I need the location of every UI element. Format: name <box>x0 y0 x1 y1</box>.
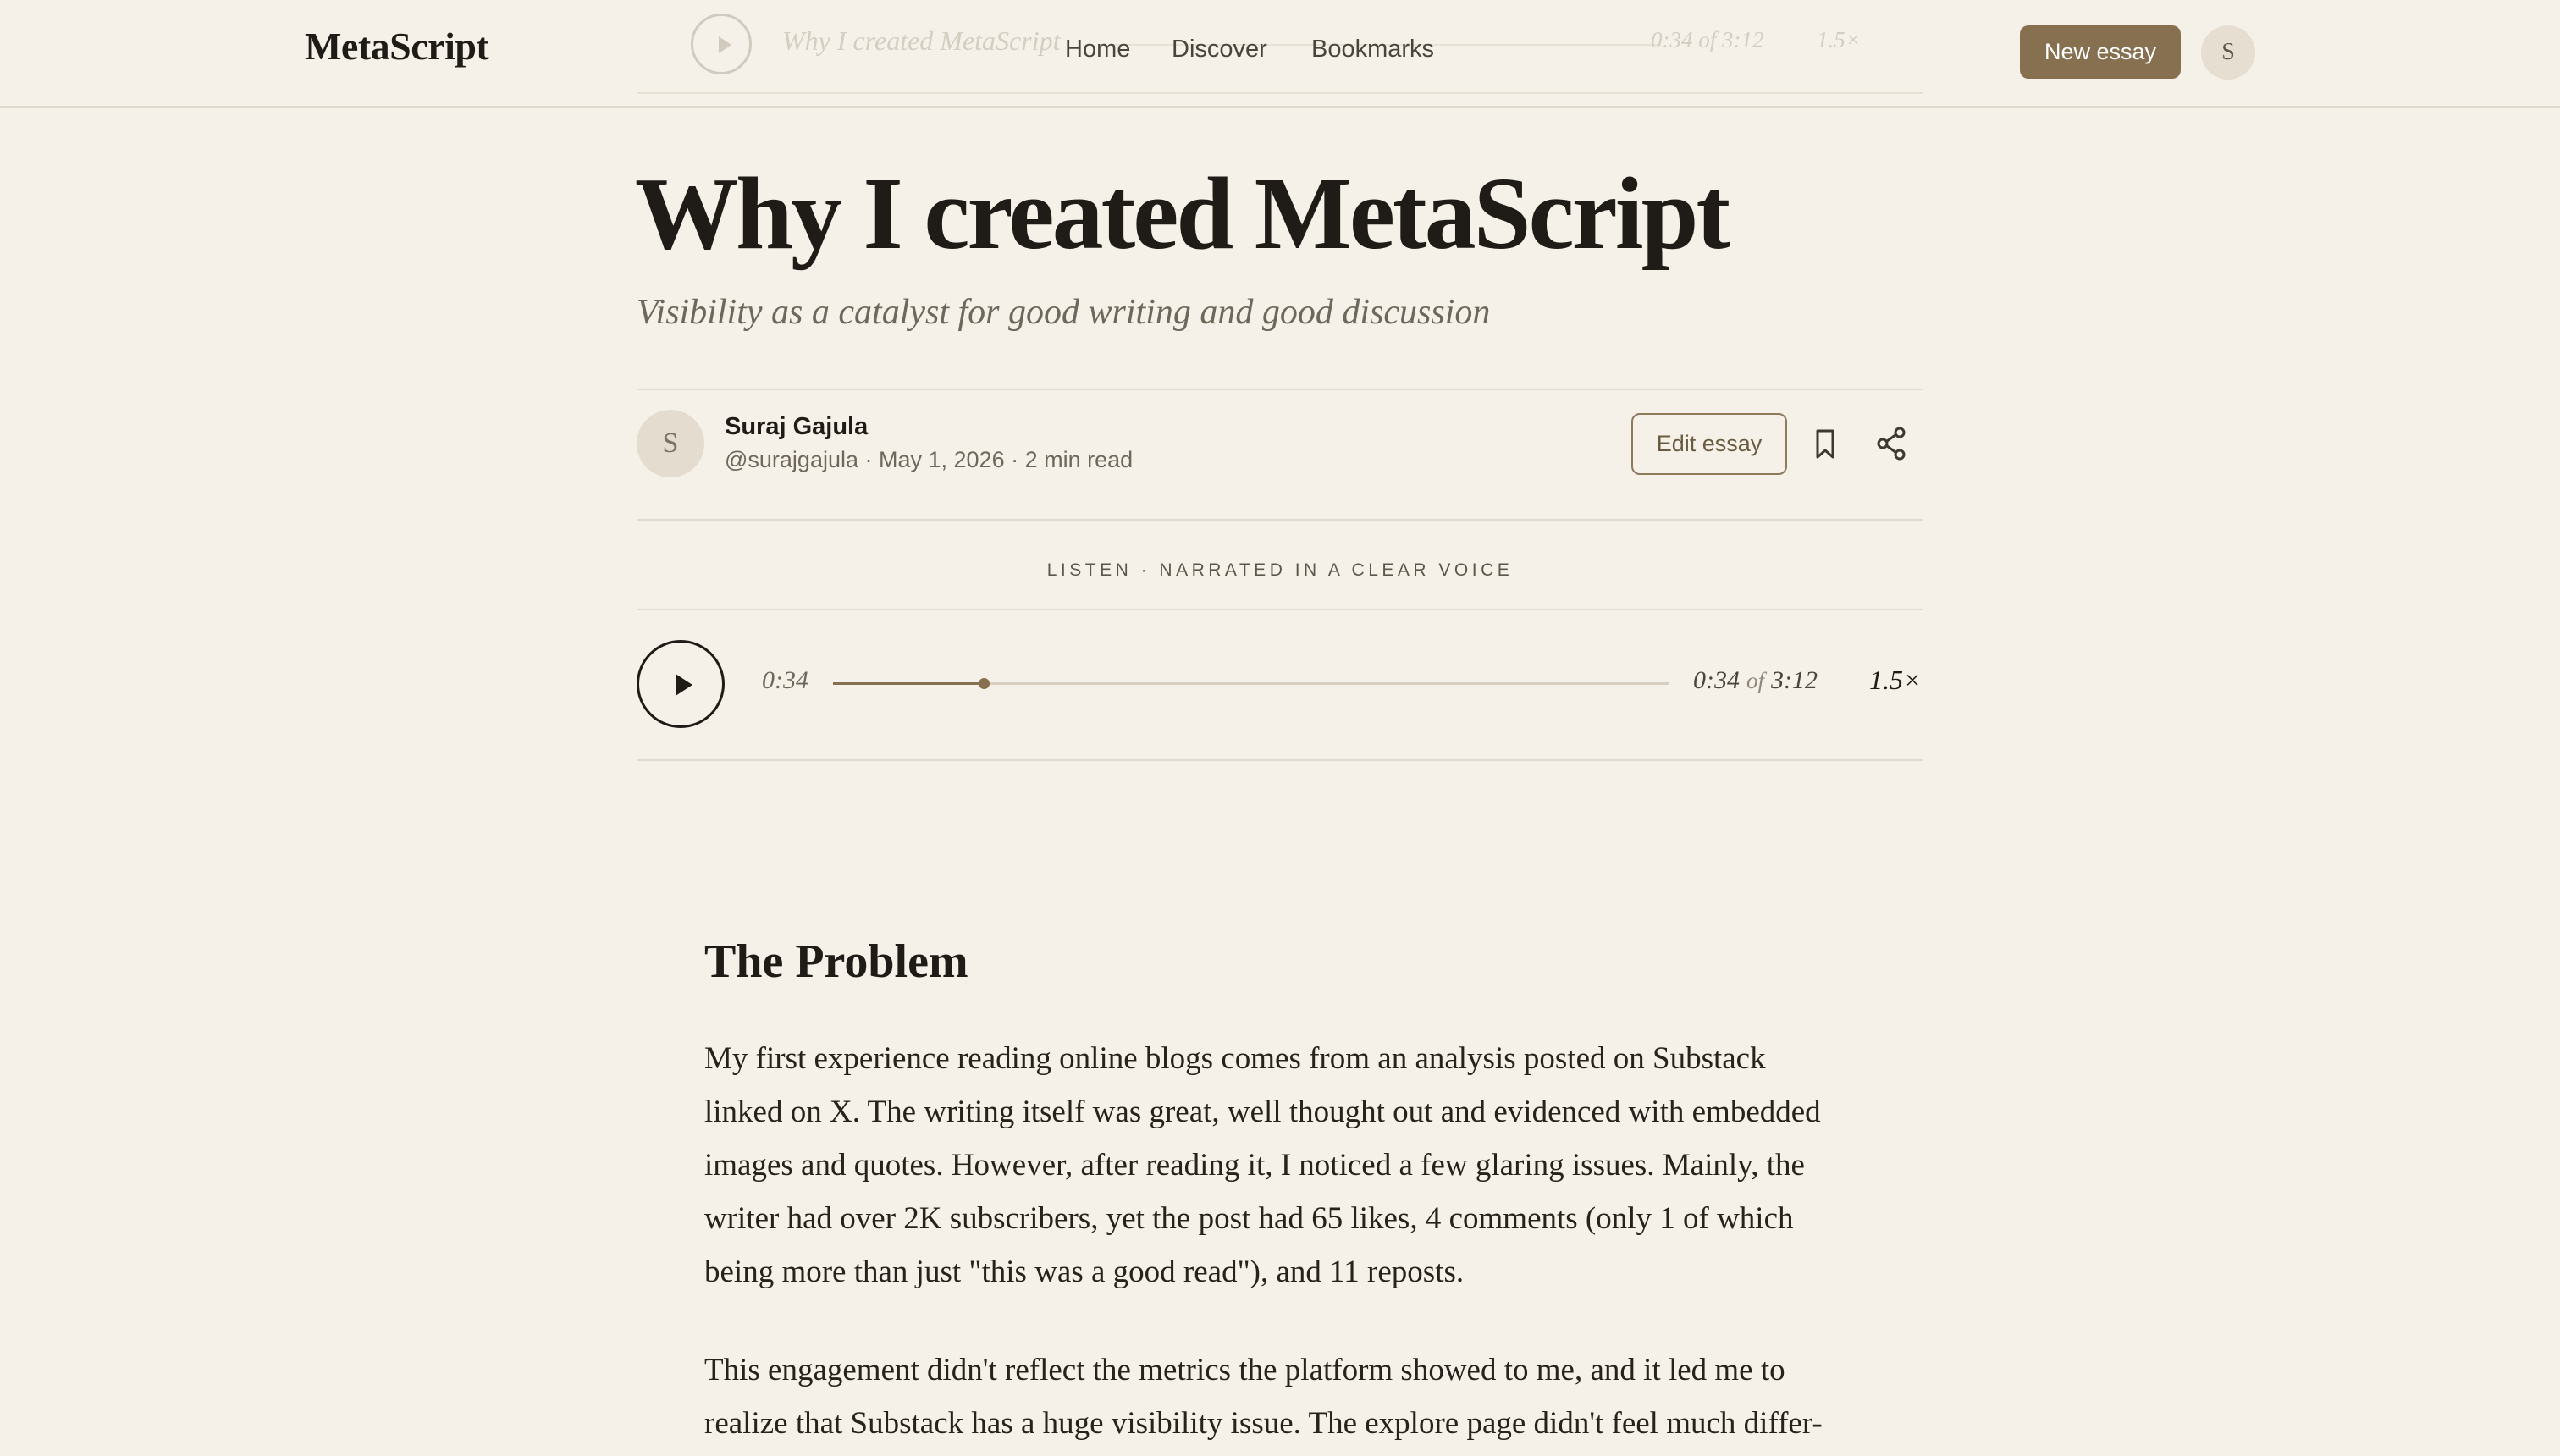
mini-play-button[interactable] <box>691 14 752 74</box>
mini-current-time: 0:34 <box>1651 27 1693 52</box>
divider <box>637 389 1923 390</box>
current-time: 0:34 <box>762 666 808 694</box>
top-navigation <box>0 0 2560 108</box>
paragraph <box>704 1343 1873 1450</box>
mini-of-label: of <box>1698 27 1717 52</box>
author-avatar[interactable]: S <box>637 410 704 477</box>
sticky-mini-player <box>637 0 1923 94</box>
nav-bookmarks[interactable]: Bookmarks <box>1311 36 1435 63</box>
total-time: 3:12 <box>1771 666 1818 694</box>
mini-player-time <box>1651 27 1764 53</box>
essay-title: Why I created MetaScript <box>635 157 1729 271</box>
play-icon <box>671 671 697 698</box>
progress-fill <box>833 682 984 685</box>
paragraph-line: being more than just "this was a good read"), and 11 reposts. <box>704 1255 1465 1289</box>
paragraph-line: linked on X. The writing itself was great, well thought out and evidenced with embedded <box>704 1095 1821 1129</box>
paragraph-line: This engagement didn't reflect the metrics the platform showed to me, and it led me to <box>704 1353 1785 1387</box>
divider <box>637 759 1923 761</box>
essay-subtitle: Visibility as a catalyst for good writing and good discussion <box>637 293 1491 332</box>
divider <box>637 519 1923 521</box>
edit-essay-button[interactable]: Edit essay <box>1631 413 1787 475</box>
bookmark-icon[interactable] <box>1805 423 1846 464</box>
paragraph-line: images and quotes. However, after reading it, I noticed a few glaring issues. Mainly, the <box>704 1148 1805 1183</box>
divider <box>637 609 1923 610</box>
author-meta: @surajgajula · May 1, 2026 · 2 min read <box>725 447 1134 472</box>
mini-total-time: 3:12 <box>1722 27 1764 52</box>
play-button[interactable] <box>637 640 725 728</box>
mini-player-title: Why I created MetaScript <box>782 25 1061 56</box>
time-readout <box>1693 666 1818 695</box>
user-avatar[interactable]: S <box>2201 25 2255 80</box>
of-label: of <box>1746 668 1765 693</box>
section-heading: The Problem <box>704 935 968 988</box>
paragraph-line: realize that Substack has a huge visibility issue. The explore page didn't feel much differ- <box>704 1406 1823 1441</box>
new-essay-button[interactable]: New essay <box>2020 25 2181 79</box>
progress-handle[interactable] <box>979 678 990 689</box>
logo[interactable]: MetaScript <box>305 25 489 68</box>
progress-slider[interactable] <box>833 682 1669 685</box>
nav-discover[interactable]: Discover <box>1172 36 1267 63</box>
paragraph <box>704 1032 1873 1299</box>
share-icon[interactable] <box>1872 423 1912 464</box>
author-name[interactable]: Suraj Gajula <box>725 413 869 440</box>
playback-speed[interactable]: 1.5× <box>1869 665 1922 695</box>
nav-home[interactable]: Home <box>1065 36 1131 63</box>
listen-label: LISTEN · NARRATED IN A CLEAR VOICE <box>1046 560 1514 580</box>
paragraph-line: writer had over 2K subscribers, yet the post had 65 likes, 4 comments (only 1 of which <box>704 1201 1794 1236</box>
paragraph-line: My first experience reading online blogs comes from an analysis posted on Substack <box>704 1041 1766 1076</box>
mini-speed: 1.5× <box>1817 27 1861 52</box>
elapsed-time: 0:34 <box>1693 666 1740 694</box>
